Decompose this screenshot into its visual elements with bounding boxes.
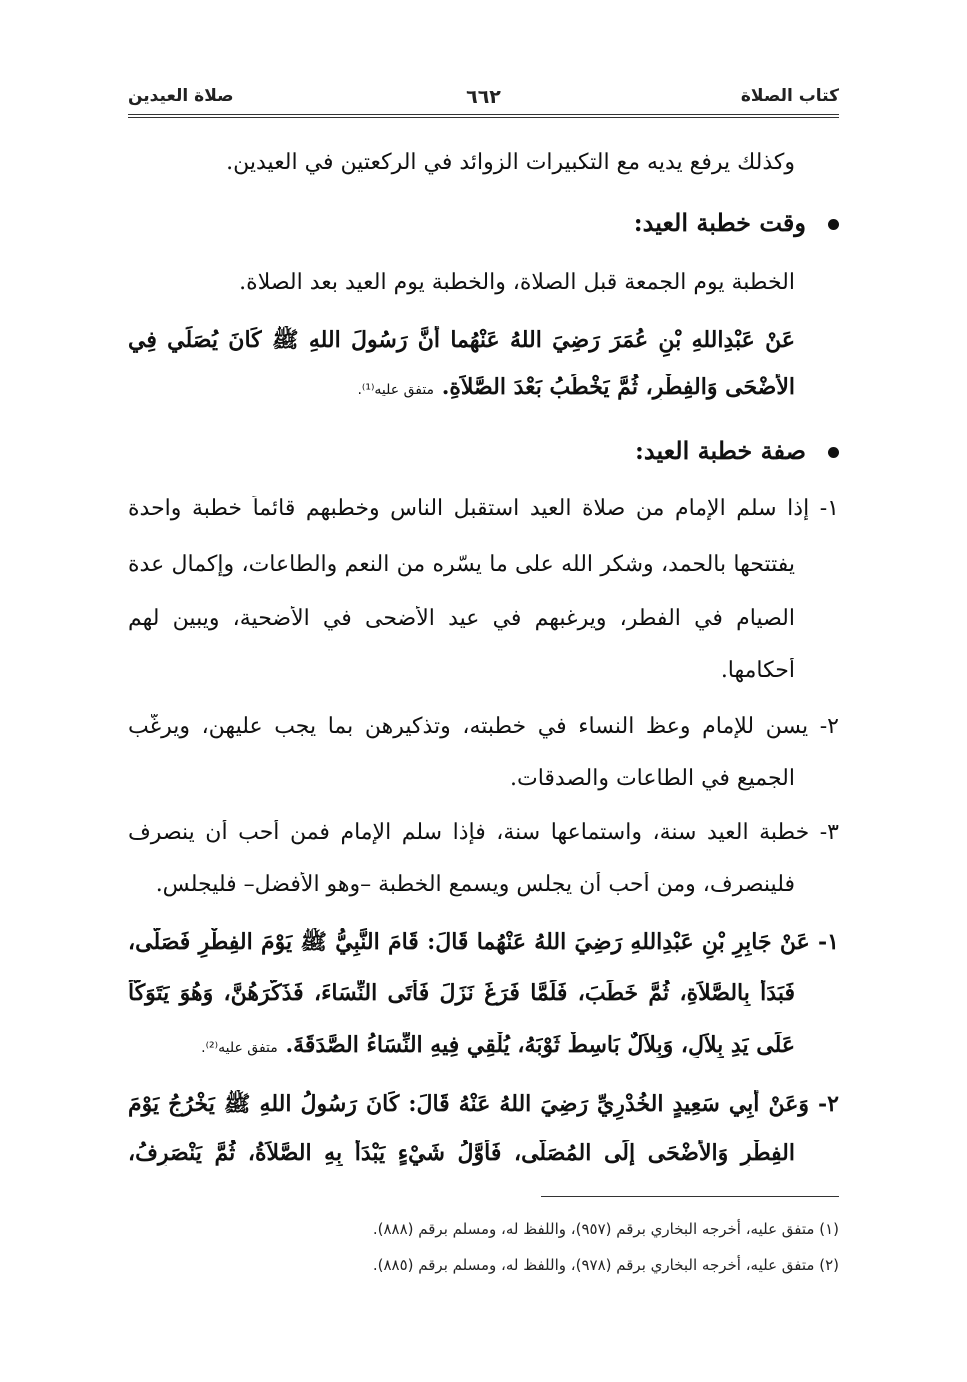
hadith-line (128, 374, 795, 400)
hadith-line: ٢- وَعَنْ أَبِي سَعِيدٍ الخُدْرِيِّ رَضِيَ اللهُ عَنْهُ قَالَ: كَانَ رَسُولُ اللهِ ﷺ يَخْرُجُ يَوْمَ (128, 1091, 839, 1117)
heading-text: وقت خطبة العيد: (633, 208, 806, 237)
hadith-text: عَلَى يَدِ بِلاَلٍ، وَبِلاَلٌ بَاسِطٌ ثَوْبَهُ، يُلْقِي فِيهِ النِّسَاءُ الصَّدَقَةَ. (285, 1032, 795, 1058)
page-number: ٦٦٢ (466, 86, 501, 108)
list-item-line: أحكامها. (720, 658, 795, 683)
header-rule-double (128, 117, 839, 118)
bullet-icon (828, 219, 839, 230)
section-heading-sermon-time (634, 208, 839, 237)
header-rule (128, 114, 839, 115)
hadith-reference: متفق عليه⁽²⁾. (201, 1040, 278, 1056)
bullet-icon (828, 447, 839, 458)
list-item-line: ٣- خطبة العيد سنة، واستماعها سنة، فإذا سلم الإمام فمن أحب أن ينصرف (128, 820, 839, 845)
hadith-line: فَبَدَأَ بِالصَّلاَةِ، ثُمَّ خَطَبَ، فَلَمَّا فَرَغَ نَزَلَ فَأَتَى النِّسَاءَ، فَذَكَّرَهُنَّ، وَهُوَ يَتَوَكَّأُ (128, 980, 795, 1006)
list-item-line: ٢- يسن للإمام وعظ النساء في خطبته، وتذكيرهن بما يجب عليهن، ويرغّب (128, 714, 839, 739)
list-item-line: يفتتحها بالحمد، وشكر الله على ما يسّره من النعم والطاعات، وإكمال عدة (128, 552, 795, 577)
hadith-reference: متفق عليه⁽¹⁾. (357, 382, 435, 398)
hadith-text: الأَضْحَى وَالفِطْرِ، ثُمَّ يَخْطُبُ بَعْدَ الصَّلاَةِ. (441, 374, 795, 400)
list-item-line: ١- إذا سلم الإمام من صلاة العيد استقبل الناس وخطبهم قائماً خطبة واحدة (128, 496, 839, 521)
footnote: (١) متفق عليه، أخرجه البخاري برقم (٩٥٧)، واللفظ له، ومسلم برقم (٨٨٨). (372, 1220, 839, 1238)
hadith-line: عَنْ عَبْدِاللهِ بْنِ عُمَرَ رَضِيَ اللهُ عَنْهُما أَنَّ رَسُولَ اللهِ ﷺ كَانَ يُصَلِّي فِي (128, 327, 795, 353)
list-item-line: الصيام في الفطر، ويرغبهم في عيد الأضحى في الأضحية، ويبين لهم (128, 606, 795, 631)
header-chapter-title: صلاة العيدين (128, 86, 234, 106)
hadith-line: الفِطْرِ وَالأَضْحَى إِلَى المُصَلَّى، فَأَوَّلُ شَيْءٍ يَبْدَأُ بِهِ الصَّلاَةُ، ثُمَّ يَنْصَرِفُ، (128, 1140, 795, 1166)
list-item-line: الجميع في الطاعات والصدقات. (509, 766, 795, 791)
section-heading-sermon-description (635, 436, 839, 465)
footnote: (٢) متفق عليه، أخرجه البخاري برقم (٩٧٨)، واللفظ له، ومسلم برقم (٨٨٥). (372, 1256, 839, 1274)
intro-line: وكذلك يرفع يديه مع التكبيرات الزوائد في الركعتين في العيدين. (226, 150, 795, 175)
footnote-rule (541, 1196, 839, 1197)
heading-text: صفة خطبة العيد: (635, 436, 806, 465)
hadith-line (128, 1032, 795, 1058)
hadith-line: ١- عَنْ جَابِرِ بْنِ عَبْدِاللهِ رَضِيَ اللهُ عَنْهُما قَالَ: قَامَ النَّبِيُّ ﷺ يَوْمَ الفِطْرِ فَصَلَّى، (128, 929, 839, 955)
header-book-title: كتاب الصلاة (740, 86, 839, 106)
paragraph: الخطبة يوم الجمعة قبل الصلاة، والخطبة يوم العيد بعد الصلاة. (239, 270, 795, 295)
list-item-line: فلينصرف، ومن أحب أن يجلس ويسمع الخطبة –وهو الأفضل– فليجلس. (155, 872, 795, 897)
